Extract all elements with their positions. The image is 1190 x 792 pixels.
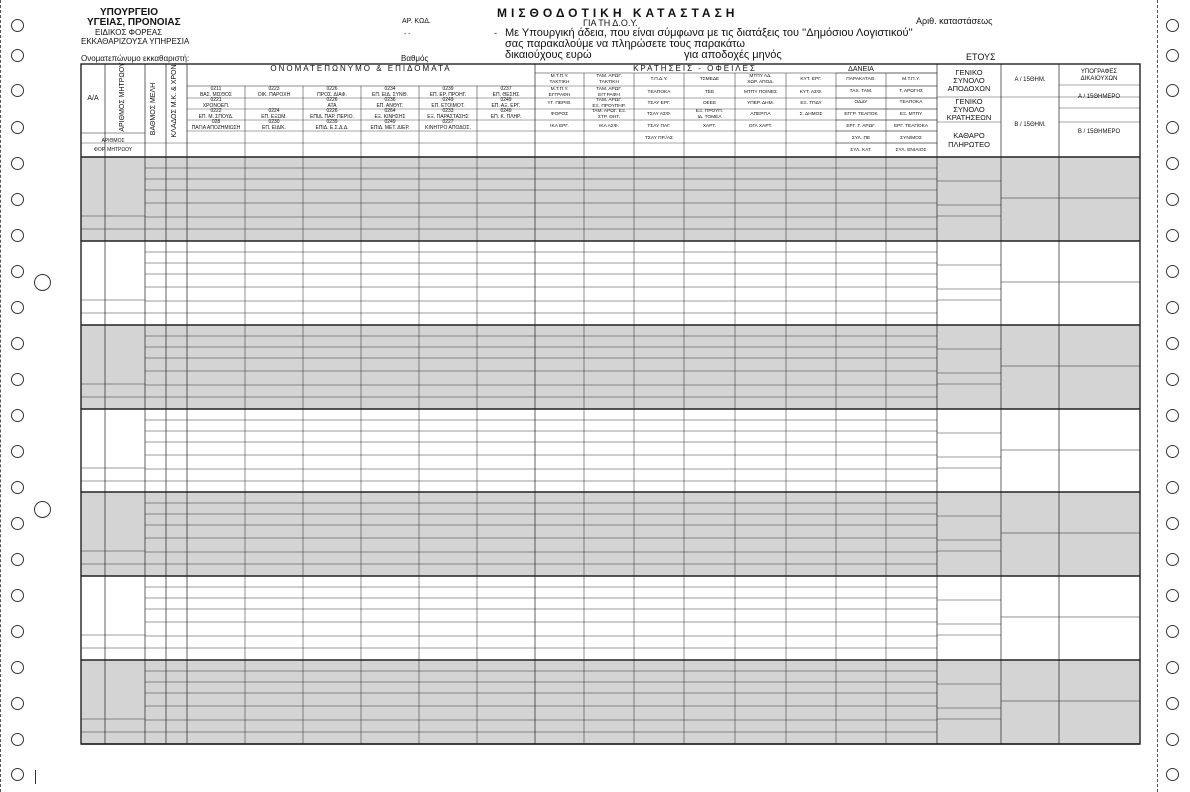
- allowance-code: 0233: [442, 108, 454, 114]
- loan-label: ΠΑΡΑΚΑΤΑΘ.: [846, 77, 876, 82]
- loan-label: ΕΡΓ. Τ. ΑΡΩΓ.: [846, 124, 876, 129]
- allowance-name: ΕΠ. ΕΤΟΙΜΟΤ.: [431, 103, 465, 109]
- loan-label: ΣΥΛ. ΕΝΙΑΙΟΣ: [895, 148, 927, 153]
- allowance-name: ΕΠ. ΑΝΘΥΓ.: [376, 103, 404, 109]
- statement-no-label: Αριθ. καταστάσεως: [916, 16, 993, 26]
- ar-kod-value: - -: [404, 31, 411, 38]
- deduction-label: ΕΞ. ΠΡΟΥΠ.: [695, 109, 724, 114]
- allowance-name: ΚΙΝΗΤΡΟ ΑΠΟΔΟΣ.: [425, 125, 471, 131]
- bathmos-header: ΒΑΘΜΟΣ ΜΕΛΗ: [150, 82, 157, 136]
- form-title: ΜΙΣΘΟΔΟΤΙΚΗ ΚΑΤΑΣΤΑΣΗ: [497, 6, 739, 20]
- total-deductions-label: ΓΕΝΙΚΟ: [955, 97, 983, 106]
- rank-label: Βαθμός: [401, 54, 429, 63]
- ministry-line-2: ΥΓΕΙΑΣ, ΠΡΟΝΟΙΑΣ: [87, 17, 181, 28]
- total-deductions-label: ΚΡΑΤΗΣΕΩΝ: [946, 113, 992, 122]
- allowance-code: 0226: [326, 108, 338, 114]
- deduction-label: ΚΥΤ. ΑΣΦ.: [799, 90, 823, 95]
- loans-header: ΔΑΝΕΙΑ: [848, 66, 874, 73]
- deduction-label: ΧΑΡΤ.: [702, 124, 717, 129]
- allowance-code: 0234: [384, 86, 396, 92]
- allowance-name: ΕΠ. ΑΞ. ΕΡΓ.: [491, 103, 521, 109]
- loan-label: ΕΞ. ΜΤΠΥ: [899, 112, 923, 117]
- deductions-header: ΚΡΑΤΗΣΕΙΣ - ΟΦΕΙΛΕΣ: [633, 64, 757, 73]
- shaded-band: [81, 660, 1140, 744]
- deduction-label: ΤΣΜΕΔΕ: [699, 77, 720, 82]
- b15-col-header: Β / 15ΘΗΜ.: [1014, 122, 1046, 128]
- loan-label: Τ. ΑΡΩΓΗΣ: [899, 89, 923, 94]
- loan-label: ΣΥΛ. ΠΕ: [851, 136, 871, 141]
- body-line-3a: δικαιούχους ευρώ: [505, 49, 592, 61]
- deduction-label: ΥΓ. ΠΕΡΙΘ.: [547, 101, 572, 106]
- deduction-label: ΜΤΠΥ ΑΔ.: [749, 74, 772, 79]
- deduction-label: ΤΣΑΥ ΕΡΓ.: [647, 101, 671, 106]
- allowance-code: 0249: [384, 119, 396, 125]
- allowance-code: 0227: [442, 119, 454, 125]
- ministry-line-1: ΥΠΟΥΡΓΕΙΟ: [100, 7, 158, 18]
- allowance-name: ΟΙΚ. ΠΑΡΟΧΗ: [257, 92, 291, 98]
- allowance-code: 0237: [500, 86, 512, 92]
- allowance-code: 0249: [500, 97, 512, 103]
- year-label: ΕΤΟΥΣ: [966, 52, 996, 62]
- loan-label: ΕΓΓΡ. ΤΕΑΠΟΚ: [844, 112, 878, 117]
- deduction-label: ΧΩΡ. ΑΠΟΔ.: [747, 80, 774, 85]
- deduction-label: ΤΑΜ. ΑΡΩΓ. ΕΞ.: [591, 109, 627, 114]
- names-header: ΟΝΟΜΑΤΕΠΩΝΥΜΟ & ΕΠΙΔΟΜΑΤΑ: [270, 64, 452, 73]
- allowance-code: 0211: [210, 86, 222, 92]
- deduction-label: ΤΑΜ. ΑΡΩΓ.: [596, 74, 622, 79]
- deduction-label: ΤΣΑΥ ΑΣΦ.: [646, 112, 672, 117]
- body-line-1: Με Υπουργική άδεια, που είναι σύμφωνα με τις διατάξεις του ''Δημόσιου Λογιστικού'': [505, 27, 913, 39]
- deduction-label: Μ.Τ.Π.Υ.: [550, 87, 569, 92]
- allowance-name: ΕΠ. ΕΙΔΙΚ.: [262, 125, 286, 131]
- allowance-name: ΕΠ. ΕΞΩΜ.: [261, 114, 287, 120]
- mitroo-header: ΑΡΙΘΜΟΣ ΜΗΤΡΩΟΥ: [119, 62, 126, 132]
- deduction-label: ΙΚΑ ΕΡΓ.: [550, 124, 569, 129]
- deduction-label: Σ. ΔΗΜΟΣ: [799, 112, 823, 117]
- allowance-code: 0230: [268, 119, 280, 125]
- loan-label: ΕΡΓ. ΤΕΑΠΟΚΑ: [893, 124, 929, 129]
- signatures-header: ΥΠΟΓΡΑΦΕΣ: [1080, 69, 1118, 75]
- shaded-band: [81, 325, 1140, 409]
- deduction-label: ΟΕΕΕ: [702, 101, 717, 106]
- deduction-label: ΦΟΡΟΣ: [550, 112, 569, 117]
- deduction-label: Τ.Π.Δ.Υ.: [650, 77, 668, 82]
- allowance-code: 0222: [210, 108, 222, 114]
- allowance-name: ΕΠΙΔ. Ε.Σ.Δ.Δ.: [315, 125, 349, 131]
- b15-signature-label: Β / 15ΘΗΜΕΡΟ: [1077, 129, 1121, 135]
- allowance-name: ΕΞ. ΚΙΝΗΣΗΣ: [374, 114, 406, 120]
- agency-line-1: ΕΙΔΙΚΟΣ ΦΟΡΕΑΣ: [95, 28, 163, 37]
- loan-label: ΣΥΛ. ΚΑΤ.: [850, 148, 872, 153]
- total-earnings-label: ΓΕΝΙΚΟ: [955, 68, 983, 77]
- deduction-label: ΙΔ. ΤΟΜΕΑ: [697, 115, 722, 120]
- loan-label: Μ.Τ.Π.Υ.: [902, 77, 920, 82]
- deduction-label: ΑΠΕΡΓΙΑ: [750, 112, 771, 117]
- allowance-name: ΕΞ. ΠΑΡΑΣΤΑΣΗΣ: [427, 114, 469, 120]
- allowance-code: 0249: [500, 108, 512, 114]
- allowance-name: ΒΑΣ. ΜΙΣΘΟΣ: [199, 92, 233, 98]
- allowance-name: ΕΠ. Κ. ΠΛΗΡ.: [490, 114, 522, 120]
- allowance-name: ΕΠ. ΕΙΔ. ΣΥΝΘ.: [372, 92, 408, 98]
- allowance-code: 0223: [268, 86, 280, 92]
- total-earnings-label: ΣΥΝΟΛΟ: [953, 76, 985, 85]
- agency-line-2: ΕΚΚΑΘΑΡΙΖΟΥΣΑ ΥΠΗΡΕΣΙΑ: [81, 37, 190, 46]
- deduction-label: ΤΑΚΤΙΚΗ: [549, 80, 570, 85]
- deduction-label: ΙΚΑ ΑΣΦ.: [599, 124, 619, 129]
- allowance-code: 0226: [326, 86, 338, 92]
- form-subtitle: ΓΙΑ ΤΗ Δ.Ο.Υ.: [583, 18, 638, 28]
- deduction-label: ΤΕΕ: [704, 90, 715, 95]
- deduction-label: ΕΞ. ΠΡΟΥΠΗΡ.: [592, 104, 626, 109]
- loan-label: ΟΔΔΥ: [854, 100, 868, 105]
- deduction-label: ΜΤΠΥ ΠΟΙΝΕΣ: [744, 90, 777, 95]
- allowance-name: ΕΠ. Μ. ΣΠΟΥΔ.: [198, 114, 234, 120]
- net-pay-label: ΠΛΗΡΩΤΕΟ: [948, 140, 990, 149]
- net-pay-label: ΚΑΘΑΡΟ: [953, 131, 985, 140]
- total-deductions-label: ΣΥΝΟΛΟ: [953, 105, 985, 114]
- total-earnings-label: ΑΠΟΔΟΧΩΝ: [947, 84, 991, 93]
- allowance-code: 0224: [268, 108, 280, 114]
- allowance-name: ΠΑΓΙΑ ΑΠΟΖΗΜΙΩΣΗ: [191, 125, 241, 131]
- deduction-label: ΤΑΚΤΙΚΗ: [599, 80, 619, 85]
- a15-col-header: Α / 15ΘΗΜ.: [1014, 77, 1046, 83]
- deduction-label: ΣΤΡ. ΘΗΤ.: [597, 115, 621, 120]
- body-line-3b: για αποδοχές μηνός: [684, 49, 782, 61]
- deduction-label: ΚΥΤ. ΕΡΓ.: [800, 77, 822, 82]
- allowance-name: ΕΠΙΔ. ΜΕΤ. ΔΙΕΡ.: [370, 125, 410, 131]
- loan-label: ΤΕΑΠΟΚΑ: [899, 100, 923, 105]
- deduction-label: ΤΣΑΥ ΠΡ./ΑΣ: [644, 136, 674, 141]
- allowance-name: ΠΡΟΣ. ΔΙΑΦ.: [317, 92, 347, 98]
- shaded-band: [81, 157, 1140, 241]
- body-line-2: σας παρακαλούμε να πληρώσετε τους παρακάτω: [505, 38, 745, 50]
- body-dash: -: [494, 28, 497, 38]
- allowance-code: 0226: [326, 97, 338, 103]
- liquidator-label: Ονοματεπώνυμο εκκαθαριστή:: [81, 54, 190, 63]
- arithmos-for-label: ΑΡΙΘΜΟΣ: [101, 138, 125, 144]
- allowance-code: 0264: [384, 108, 396, 114]
- allowance-name: ΕΠΙΔ. ΠΑΡ. ΠΕΡΙΟ.: [310, 114, 354, 120]
- allowance-code: 0221: [210, 97, 222, 103]
- deduction-label: ΟΓΑ ΧΑΡΤ.: [748, 124, 773, 129]
- deduction-label: ΤΕΑΠΟΚΑ: [647, 90, 671, 95]
- allowance-code: 028: [211, 119, 221, 125]
- allowance-name: ΑΤΑ: [327, 103, 337, 109]
- allowance-code: 0239: [326, 119, 338, 125]
- allowance-name: ΕΠ. ΕΡ. ΠΡΟΗΓ.: [429, 92, 467, 98]
- loan-label: ΤΑΧ. ΤΑΜ.: [849, 89, 873, 94]
- aa-header: Α/Α: [87, 95, 99, 102]
- klados-header: ΚΛΑΔΟΣ Μ.Κ. & ΧΡΟΝ.: [171, 62, 178, 138]
- deduction-label: Μ.Τ.Π.Υ.: [550, 74, 569, 79]
- deduction-label: ΕΓΓΡΑΦΗ: [548, 93, 571, 98]
- deduction-label: ΕΞ. ΤΠΔΥ: [800, 101, 822, 106]
- arithmos-for-label: ΦΟΡ. ΜΗΤΡΩΟΥ: [93, 147, 133, 153]
- deduction-label: ΤΣΑΥ ΠΑΓ.: [647, 124, 671, 129]
- signatures-header: ΔΙΚΑΙΟΥΧΩΝ: [1080, 76, 1118, 82]
- allowance-code: 0239: [442, 86, 454, 92]
- allowance-name: ΧΡΟΝΟΕΠ.: [202, 103, 230, 109]
- allowance-name: ΕΠ. ΘΕΣΗΣ: [492, 92, 520, 98]
- deduction-label: ΤΑΜ. ΑΡΩΓ.: [596, 87, 622, 92]
- deduction-label: ΤΑΜ. ΑΡΩΓ.: [596, 98, 622, 103]
- a15-signature-label: Α / 15ΘΗΜΕΡΟ: [1077, 94, 1121, 100]
- ar-kod-label: ΑΡ. ΚΩΔ.: [402, 18, 431, 25]
- deduction-label: ΥΠΕΡ. ΔΗΜ.: [747, 101, 774, 106]
- loan-label: ΣΥΝ/ΜΟΣ: [900, 136, 922, 141]
- deduction-label: ΕΓΓΡΑΦΗ: [598, 93, 620, 98]
- shaded-band: [81, 492, 1140, 576]
- allowance-code: 0236: [384, 97, 396, 103]
- allowance-code: 0249: [442, 97, 454, 103]
